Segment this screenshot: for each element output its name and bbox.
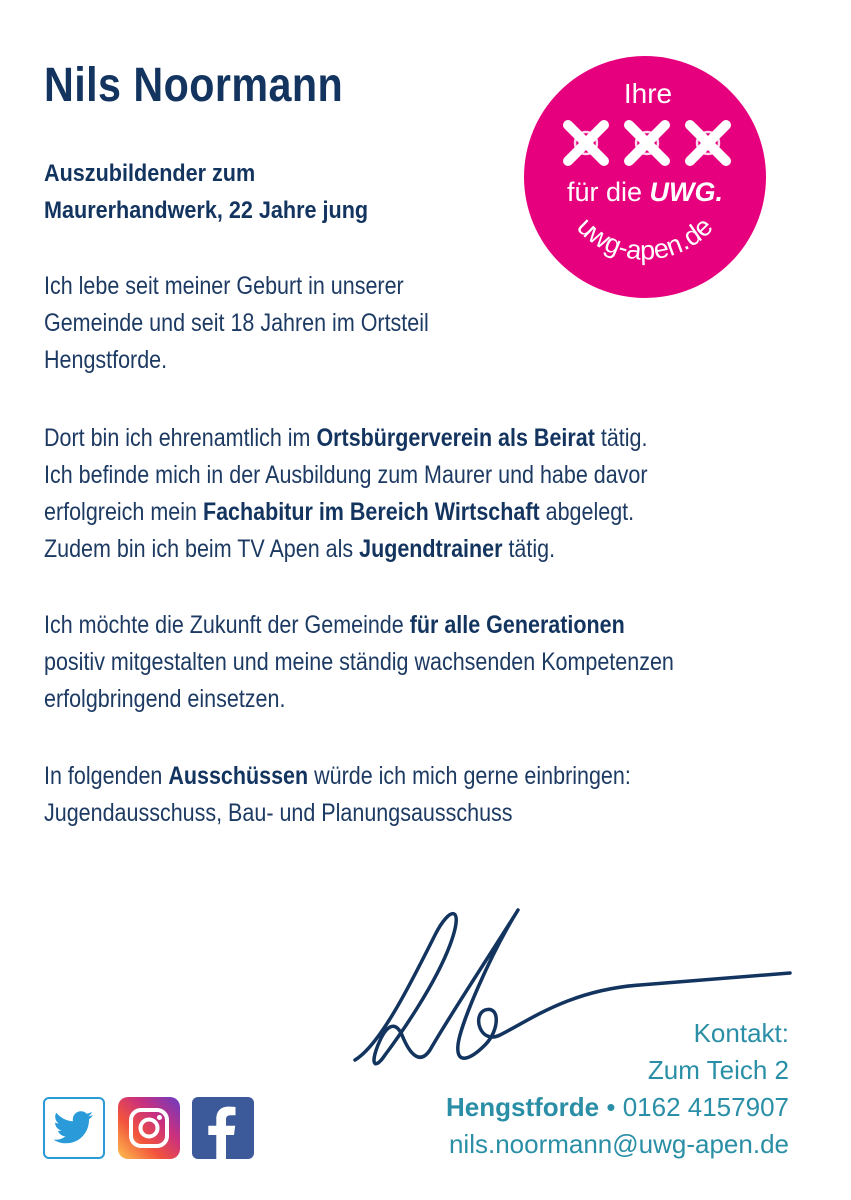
subtitle-line-2: Maurerhandwerk, 22 Jahre jung — [44, 197, 369, 224]
paragraph-goals — [44, 607, 674, 718]
highlight-ausschuessen: Ausschüssen — [168, 762, 309, 790]
twitter-icon[interactable] — [43, 1097, 105, 1159]
text-line: Hengstforde. — [44, 346, 168, 374]
text-line: positiv mitgestalten und meine ständig wachsenden Kompetenzen — [44, 648, 674, 676]
text-line: In folgenden Ausschüssen würde ich mich gerne einbringen: — [44, 762, 631, 790]
contact-town: Hengstforde — [446, 1092, 600, 1122]
paragraph-activities — [44, 420, 648, 568]
highlight-jugendtrainer: Jugendtrainer — [359, 535, 503, 563]
person-subtitle — [44, 155, 512, 229]
text-line: Zudem bin ich beim TV Apen als Jugendtrainer tätig. — [44, 535, 556, 563]
highlight-fachabitur: Fachabitur im Bereich Wirtschaft — [202, 498, 540, 526]
text-line: Dort bin ich ehrenamtlich im Ortsbürgerverein als Beirat tätig. — [44, 424, 648, 452]
text-line: Ich befinde mich in der Ausbildung zum Maurer und habe davor — [44, 461, 648, 489]
paragraph-residence — [44, 268, 429, 379]
contact-town-phone: Hengstforde • 0162 4157907 — [446, 1092, 789, 1122]
text-line: Ich möchte die Zukunft der Gemeinde für alle Generationen — [44, 611, 625, 639]
contact-phone[interactable]: 0162 4157907 — [622, 1092, 789, 1122]
person-name: Nils Noormann — [44, 59, 344, 112]
highlight-generationen: für alle Generationen — [409, 611, 625, 639]
contact-street: Zum Teich 2 — [647, 1055, 789, 1085]
contact-block — [446, 1015, 789, 1163]
text-line: Ich lebe seit meiner Geburt in unserer — [44, 272, 404, 300]
text-line: Jugendausschuss, Bau- und Planungsausschuss — [44, 799, 513, 827]
badge-line-1: Ihre — [623, 78, 673, 109]
subtitle-line-1: Auszubildender zum — [44, 160, 256, 187]
facebook-icon[interactable] — [192, 1097, 254, 1159]
text-line: erfolgreich mein Fachabitur im Bereich Wirtschaft abgelegt. — [44, 498, 635, 526]
contact-email[interactable]: nils.noormann@uwg-apen.de — [448, 1129, 789, 1159]
text-line: erfolgbringend einsetzen. — [44, 685, 286, 713]
text-line: Gemeinde und seit 18 Jahren im Ortsteil — [44, 309, 429, 337]
badge-line-2: für die UWG. — [566, 177, 724, 207]
badge-url: uwg-apen.de — [571, 211, 719, 266]
contact-label: Kontakt: — [693, 1018, 789, 1048]
highlight-ortsbuergerverein: Ortsbürgerverein als Beirat — [316, 424, 595, 452]
paragraph-committees — [44, 758, 631, 832]
uwg-badge — [523, 55, 767, 299]
instagram-icon[interactable] — [118, 1097, 180, 1159]
